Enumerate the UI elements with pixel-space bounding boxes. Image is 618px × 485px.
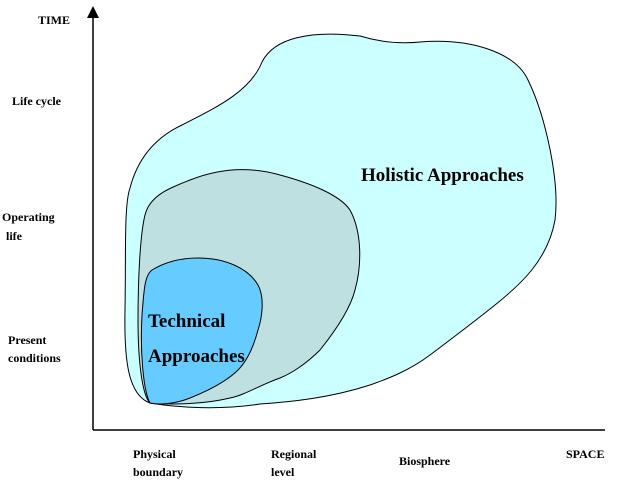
holistic-approaches-label: Holistic Approaches xyxy=(361,165,524,186)
x-level-physical-boundary-line1: Physical xyxy=(133,447,176,461)
y-level-operating-life-line2: life xyxy=(6,229,22,243)
x-level-regional-level-line2: level xyxy=(271,465,295,479)
y-level-present-conditions-line2: conditions xyxy=(8,351,61,365)
y-level-life-cycle: Life cycle xyxy=(12,94,61,108)
x-axis-title: SPACE xyxy=(566,447,605,461)
x-level-biosphere: Biosphere xyxy=(399,454,451,468)
y-axis-title: TIME xyxy=(38,13,71,27)
y-level-present-conditions-line1: Present xyxy=(8,333,47,347)
x-level-physical-boundary-line2: boundary xyxy=(133,465,184,479)
y-level-operating-life-line1: Operating xyxy=(2,210,55,224)
technical-approaches-label-line2: Approaches xyxy=(148,346,245,367)
technical-approaches-label-line1: Technical xyxy=(148,311,226,332)
x-level-regional-level-line1: Regional xyxy=(271,447,317,461)
